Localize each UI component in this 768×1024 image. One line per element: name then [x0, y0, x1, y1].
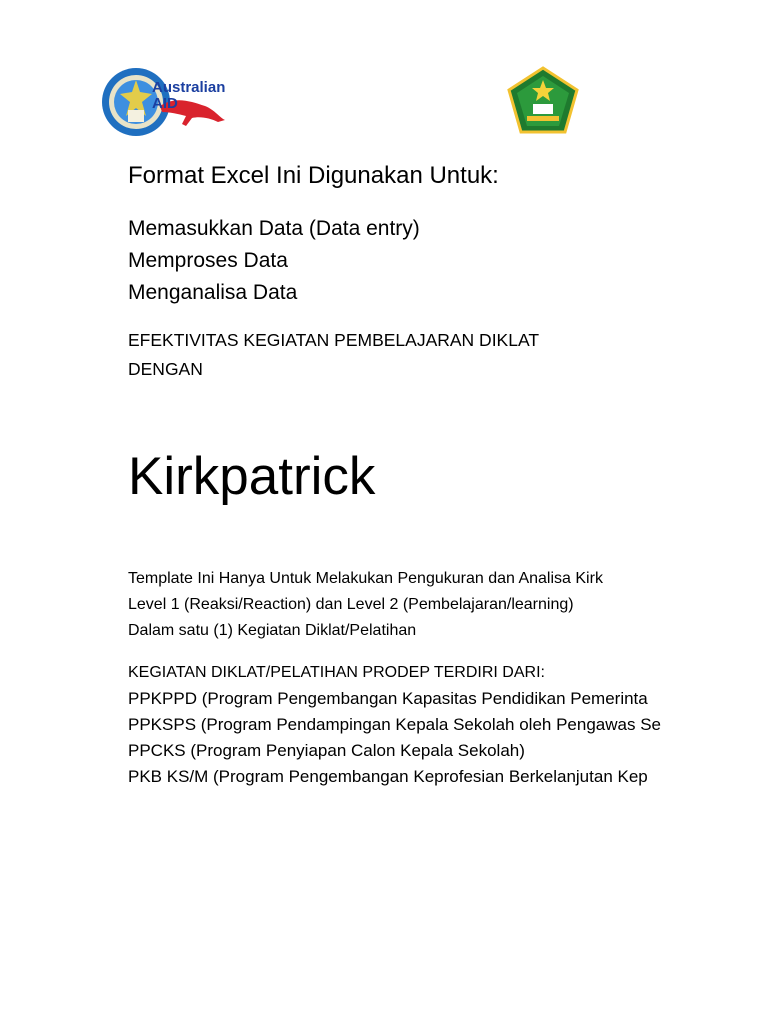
program-item: PPCKS (Program Penyiapan Calon Kepala Sekolah) [128, 741, 525, 760]
kemenag-emblem-icon [505, 66, 581, 136]
logo-wordmark-line1: Australian [152, 79, 226, 96]
program-item: PPKSPS (Program Pendampingan Kepala Sekolah oleh Pengawas Se [128, 715, 662, 734]
programs-heading: KEGIATAN DIKLAT/PELATIHAN PRODEP TERDIRI DARI: [128, 664, 545, 681]
template-note-line: Dalam satu (1) Kegiatan Diklat/Pelatihan [128, 622, 417, 639]
subtitle-line: EFEKTIVITAS KEGIATAN PEMBELAJARAN DIKLAT [128, 330, 540, 350]
subtitle-line: DENGAN [128, 359, 203, 379]
template-note-line: Template Ini Hanya Untuk Melakukan Pengukuran dan Analisa Kirk [128, 570, 603, 587]
main-title: Kirkpatrick [128, 447, 376, 506]
program-item: PPKPPD (Program Pengembangan Kapasitas Pendidikan Pemerinta [128, 689, 648, 708]
program-item: PKB KS/M (Program Pengembangan Keprofesian Berkelanjutan Kep [128, 767, 648, 786]
use-item: Memasukkan Data (Data entry) [128, 217, 420, 240]
use-item: Menganalisa Data [128, 281, 298, 304]
template-note-line: Level 1 (Reaksi/Reaction) dan Level 2 (Pembelajaran/learning) [128, 596, 574, 613]
australian-aid-logo [100, 66, 245, 138]
logo-wordmark-line2: AID [152, 95, 178, 112]
kemenag-logo [505, 66, 581, 136]
page-heading: Format Excel Ini Digunakan Untuk: [128, 162, 499, 189]
use-item: Memproses Data [128, 249, 288, 272]
